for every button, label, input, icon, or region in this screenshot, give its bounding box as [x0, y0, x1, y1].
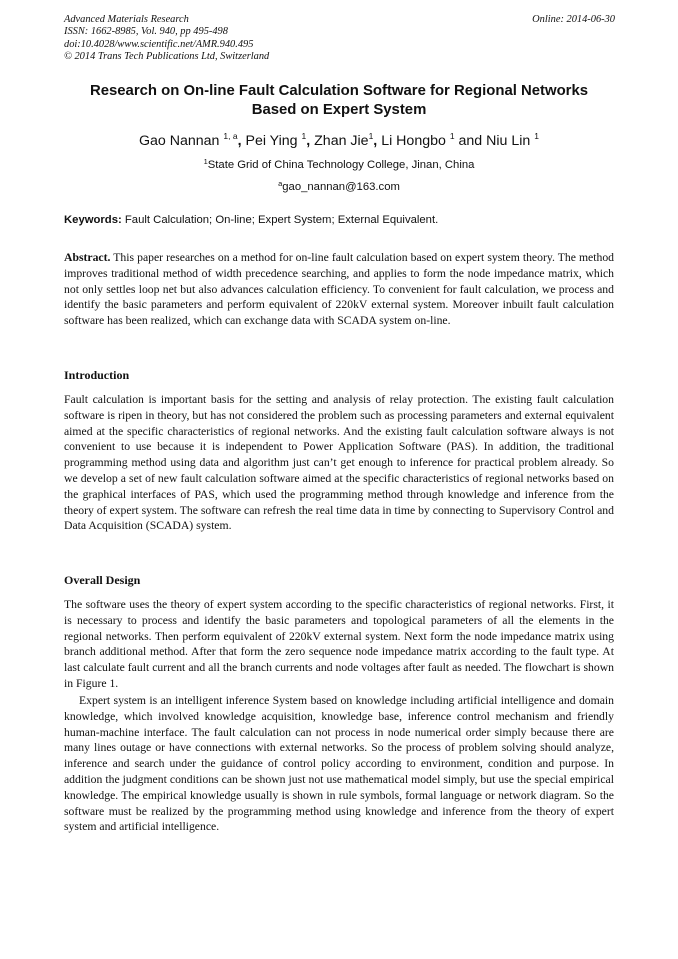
author-name: Gao Nannan — [138, 133, 220, 149]
author-affil-mark: 1 — [301, 131, 307, 141]
author-and: and — [458, 133, 483, 149]
introduction-paragraph: Fault calculation is important basis for the setting and analysis of relay protection. The existing fault calculation software is ripen in theory, but has not considered the problem such as processing parameters and external equivalent aimed at the specific characteristics of regional networks. And the existing fault calculation software always is not convenient to use because it is independent to Power Application Software (PAS). In addition, the traditional programming method using data and algorithm just can’t get enough to inference for practical problem already. So we develop a set of new fault calculation software aimed at the specific characteristics of regional networks based on the graphical interfaces of PAS, which used the programming method through knowledge and inference from the theory of expert system. The software can refresh the real time data in time by connecting to Supervisory Control and Data Acquisition (SCADA) system. — [64, 393, 614, 533]
author-name: Li Hongbo — [381, 133, 446, 149]
online-date: Online: 2014-06-30 — [532, 14, 615, 25]
author-affil-mark: 1 — [534, 131, 540, 141]
paper-title-line-1: Research on On-line Fault Calculation Software for Regional Networks — [89, 83, 589, 99]
journal-header — [64, 14, 269, 64]
author-affil-mark: 1 — [449, 131, 455, 141]
keywords — [64, 213, 624, 228]
paper-title — [64, 82, 614, 120]
author-name: Niu Lin — [486, 133, 531, 149]
author-name: Pei Ying — [245, 133, 298, 149]
author-affil-mark: 1, a — [223, 131, 238, 141]
paper-title-line-2: Based on Expert System — [251, 102, 427, 118]
overall-design-paragraph-1: The software uses the theory of expert system according to the specific characteristics of regional networks. First, it is necessary to process and identify the basic parameters and topological parameters of all the elements in the regional networks. Then perform equivalent of 220kV external system. Next form the node impedance matrix using branch additional method. After that form the zero sequence node impedance matrix according to the fault type. At last calculate fault current and all the branch currents and node voltages after fault as needed. The flowchart is shown in Figure 1. — [64, 598, 614, 690]
introduction-heading: Introduction — [64, 368, 130, 382]
abstract-label: Abstract. — [64, 251, 111, 264]
overall-design-paragraph-2: Expert system is an intelligent inference System based on knowledge including artificial intelligence and domain knowledge, which involved knowledge acquisition, knowledge base, inference control mechanism and friendly human-machine interface. The fault calculation can not process in node numerical order simply because there are many lines outage or have connections with external networks. So the process of problem solving should analyze, inference and search under the guidance of control policy according to environment, condition and purpose. In addition the judgment conditions can be shown just not use mathematical model simply, but use the special empirical knowledge. The empirical knowledge usually is shown in rule symbols, formal language or network diagram. So the software must be realized by the programming method using knowledge and inference from the theory of expert system and artificial intelligence. — [64, 694, 614, 834]
author-separator: , — [373, 133, 378, 149]
author-list — [64, 131, 614, 151]
email-address[interactable]: gao_nannan@163.com — [282, 181, 400, 193]
abstract-text: This paper researches on a method for on-line fault calculation based on expert system theory. The method improves traditional method of width precedence searching, and applies to form the node impedance matrix, which not only settles loop net but also advances calculation efficiency. To convenient for fault calculation, we process and identify the basic parameters and perform equivalent of 220kV external system. Moreover inbuilt fault calculation software has been realized, which can exchange data with SCADA system on-line. — [64, 251, 615, 328]
journal-copyright: © 2014 Trans Tech Publications Ltd, Switzerland — [64, 51, 270, 63]
affiliation-mark: 1 — [203, 157, 208, 166]
author-name: Zhan Jie — [314, 133, 369, 149]
abstract — [64, 250, 614, 329]
overall-design-heading: Overall Design — [64, 573, 141, 587]
author-email — [64, 180, 614, 195]
journal-doi[interactable]: doi:10.4028/www.scientific.net/AMR.940.495 — [64, 38, 254, 50]
email-mark: a — [278, 179, 283, 188]
keywords-text: Fault Calculation; On-line; Expert System; External Equivalent. — [124, 214, 439, 226]
affiliation-text: State Grid of China Technology College, Jinan, China — [207, 159, 475, 171]
journal-name: Advanced Materials Research — [64, 14, 189, 25]
author-separator: , — [306, 133, 311, 149]
keywords-label: Keywords: — [64, 214, 122, 226]
affiliation — [64, 158, 614, 173]
author-affil-mark: 1 — [368, 131, 374, 141]
journal-issn: ISSN: 1662-8985, Vol. 940, pp 495-498 — [64, 26, 228, 38]
author-separator: , — [237, 133, 242, 149]
